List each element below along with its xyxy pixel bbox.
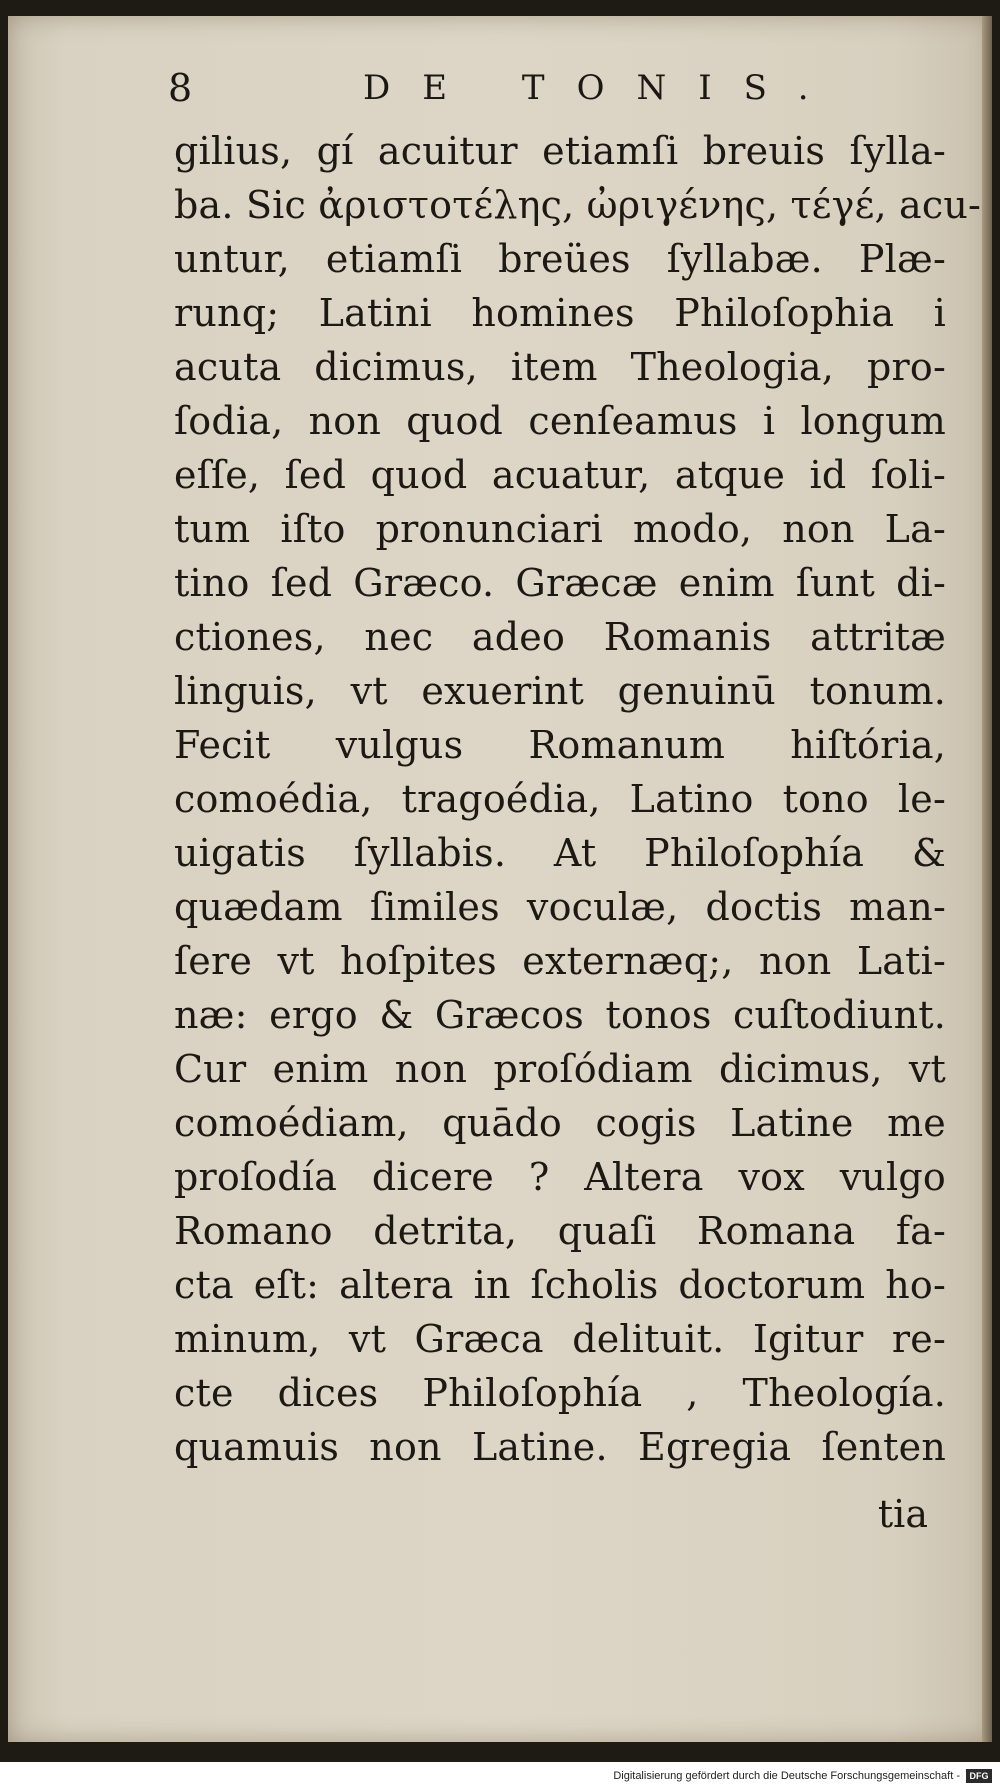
text-line: Fecit vulgus Romanum hiſtória, [174,723,946,767]
text-line: eſſe, ſed quod acuatur, atque id ſoli- [174,453,946,497]
text-line: ctiones, nec adeo Romanis attritæ [174,615,946,659]
text-line: Cur enim non proſódiam dicimus, vt [174,1047,946,1091]
page-header [168,66,841,116]
text-line: comoédia, tragoédia, Latino tono le- [174,777,946,821]
text-line: gilius, gí acuitur etiamſi breuis ſylla- [174,129,946,173]
catchword: tia [877,1492,928,1536]
text-line: acuta dicimus, item Theologia, pro- [174,345,946,389]
text-line: tino ſed Græco. Græcæ enim ſunt di- [174,561,946,605]
text-line: ba. Sic ἀριστοτέλης, ὠριγένης, τέγέ, acu- [174,183,982,227]
text-line: quædam ſimiles voculæ, doctis man- [174,885,946,929]
body-text [174,124,982,1474]
text-line: cte dices Philoſophía , Theología. [174,1371,946,1415]
text-line: uigatis ſyllabis. At Philoſophía & [174,831,946,875]
text-line: runq; Latini homines Philoſophia i [174,291,946,335]
digitization-footer [0,1762,1000,1792]
running-head: DE TONIS. [363,68,841,108]
book-page [8,16,992,1742]
text-line: quamuis non Latine. Egregia ſenten [174,1425,946,1469]
text-line: comoédiam, quādo cogis Latine me [174,1101,946,1145]
text-line: tum iſto pronunciari modo, non La- [174,507,946,551]
text-line: Romano detrita, quaſi Romana fa- [174,1209,946,1253]
text-line: ſodia, non quod cenſeamus i longum [174,399,946,443]
text-line: næ: ergo & Græcos tonos cuſtodiunt. [174,993,946,1037]
page-number: 8 [168,66,193,110]
text-line: cta eſt: altera in ſcholis doctorum ho- [174,1263,946,1307]
funding-note: Digitalisierung gefördert durch die Deutsche Forschungsgemeinschaft - [613,1770,960,1782]
text-line: ſere vt hoſpites externæq;, non Lati- [174,939,946,983]
page-edge [982,16,992,1742]
dfg-logo: DFG [966,1769,992,1783]
text-line: minum, vt Græca delituit. Igitur re- [174,1317,946,1361]
text-line: proſodía dicere ? Altera vox vulgo [174,1155,946,1199]
text-line: untur, etiamſi breües ſyllabæ. Plæ- [174,237,946,281]
text-line: linguis, vt exuerint genuinū tonum. [174,669,946,713]
